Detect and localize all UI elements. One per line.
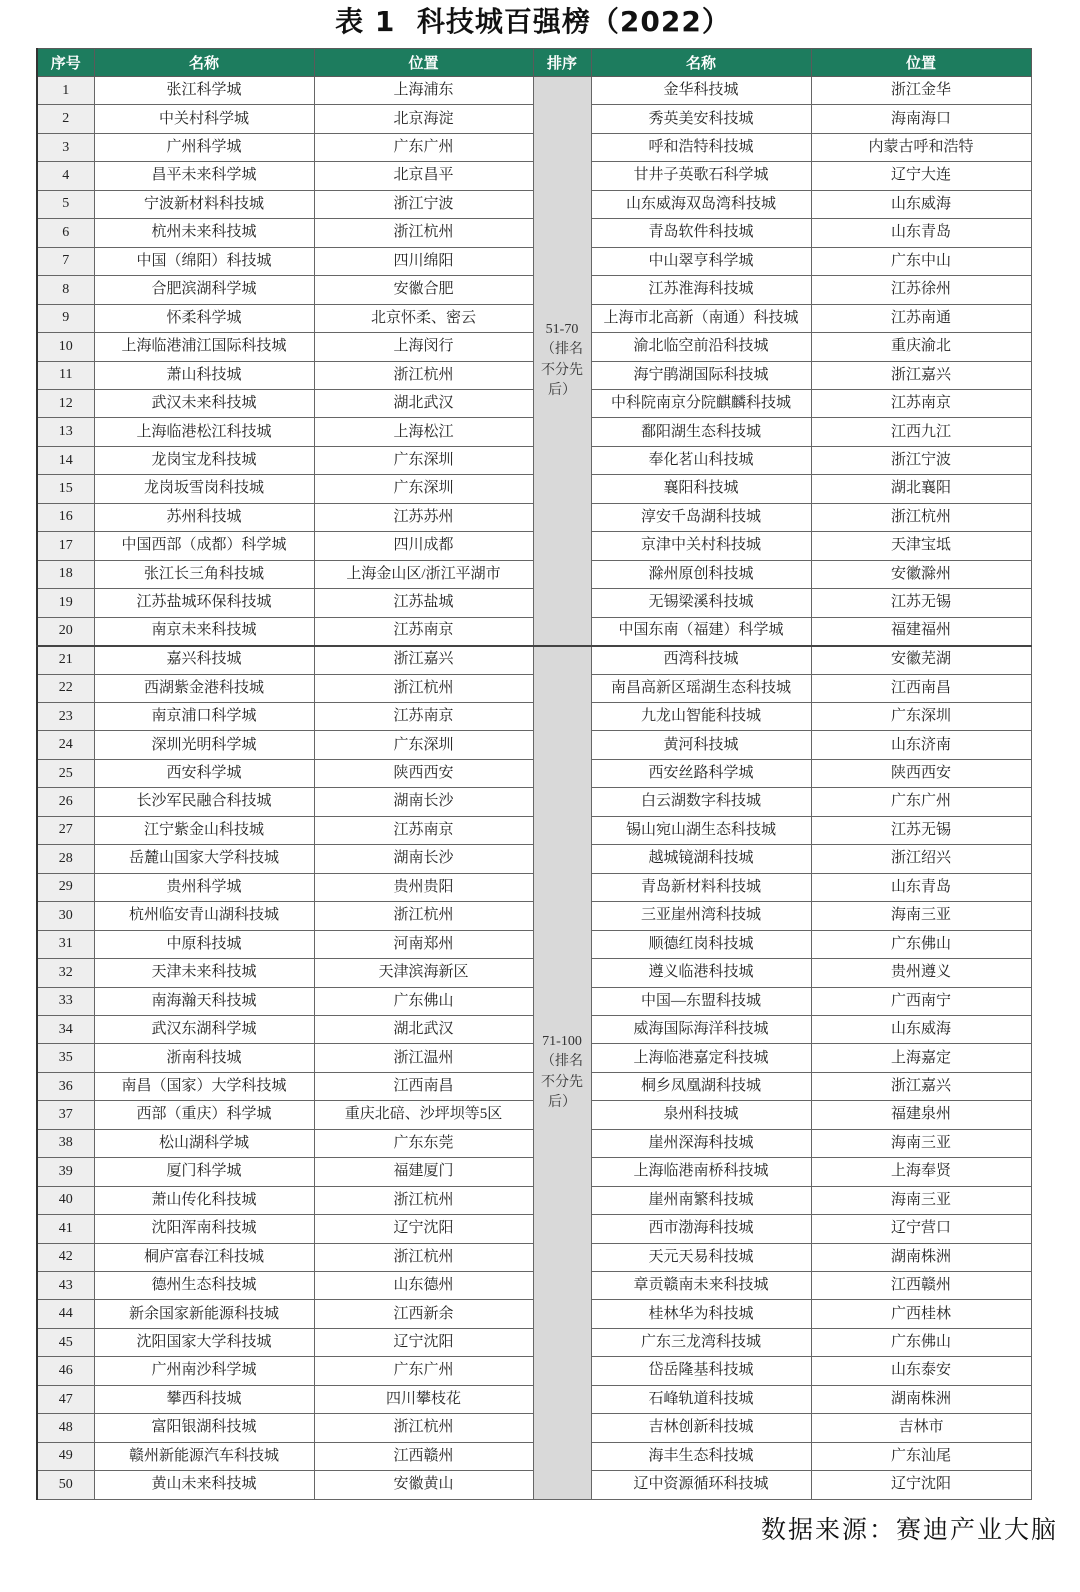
row-number: 24 (37, 731, 94, 759)
row-number: 1 (37, 77, 94, 105)
city-location-right: 贵州遵义 (811, 959, 1031, 987)
row-number: 14 (37, 446, 94, 474)
city-location-right: 浙江嘉兴 (811, 361, 1031, 389)
city-name: 宁波新材料科技城 (94, 190, 314, 218)
city-name-right: 越城镜湖科技城 (591, 845, 811, 873)
city-location-right: 江西赣州 (811, 1272, 1031, 1300)
city-name-right: 鄱阳湖生态科技城 (591, 418, 811, 446)
header-index: 序号 (37, 49, 94, 77)
row-number: 34 (37, 1015, 94, 1043)
city-name-right: 上海临港南桥科技城 (591, 1158, 811, 1186)
city-name: 沈阳国家大学科技城 (94, 1328, 314, 1356)
row-number: 27 (37, 816, 94, 844)
row-number: 31 (37, 930, 94, 958)
city-location-right: 山东威海 (811, 1015, 1031, 1043)
science-city-ranking-table (36, 48, 1032, 1500)
city-name: 广州南沙科学城 (94, 1357, 314, 1385)
row-number: 50 (37, 1471, 94, 1499)
row-number: 37 (37, 1101, 94, 1129)
city-location: 北京怀柔、密云 (314, 304, 533, 332)
city-location-right: 浙江杭州 (811, 503, 1031, 531)
row-number: 10 (37, 333, 94, 361)
city-location: 北京昌平 (314, 162, 533, 190)
city-name: 昌平未来科学城 (94, 162, 314, 190)
city-location: 广东深圳 (314, 446, 533, 474)
city-name-right: 西安丝路科学城 (591, 759, 811, 787)
city-name-right: 广东三龙湾科技城 (591, 1328, 811, 1356)
city-name-right: 中国—东盟科技城 (591, 987, 811, 1015)
city-name: 南昌（国家）大学科技城 (94, 1072, 314, 1100)
city-location: 安徽黄山 (314, 1471, 533, 1499)
city-location-right: 福建福州 (811, 617, 1031, 645)
city-name-right: 桐乡凤凰湖科技城 (591, 1072, 811, 1100)
city-location-right: 天津宝坻 (811, 532, 1031, 560)
city-name: 西部（重庆）科学城 (94, 1101, 314, 1129)
city-location-right: 广东深圳 (811, 702, 1031, 730)
row-number: 8 (37, 276, 94, 304)
city-location-right: 辽宁沈阳 (811, 1471, 1031, 1499)
row-number: 41 (37, 1215, 94, 1243)
city-location-right: 海南三亚 (811, 1186, 1031, 1214)
city-name-right: 白云湖数字科技城 (591, 788, 811, 816)
city-location: 江苏苏州 (314, 503, 533, 531)
city-location: 江苏南京 (314, 816, 533, 844)
city-name: 富阳银湖科技城 (94, 1414, 314, 1442)
city-location: 湖北武汉 (314, 389, 533, 417)
city-name: 武汉未来科技城 (94, 389, 314, 417)
city-location-right: 陕西西安 (811, 759, 1031, 787)
city-name-right: 天元天易科技城 (591, 1243, 811, 1271)
city-location: 江苏盐城 (314, 589, 533, 617)
city-name-right: 南昌高新区瑶湖生态科技城 (591, 674, 811, 702)
city-location: 江西新余 (314, 1300, 533, 1328)
row-number: 43 (37, 1272, 94, 1300)
rank-group (533, 77, 591, 646)
city-name: 赣州新能源汽车科技城 (94, 1442, 314, 1470)
city-location: 江西南昌 (314, 1072, 533, 1100)
header-name: 名称 (94, 49, 314, 77)
city-location: 江西赣州 (314, 1442, 533, 1470)
city-location-right: 广东汕尾 (811, 1442, 1031, 1470)
row-number: 6 (37, 219, 94, 247)
city-name-right: 海丰生态科技城 (591, 1442, 811, 1470)
row-number: 38 (37, 1129, 94, 1157)
city-name: 龙岗宝龙科技城 (94, 446, 314, 474)
city-location: 山东德州 (314, 1272, 533, 1300)
city-name-right: 泉州科技城 (591, 1101, 811, 1129)
city-location: 北京海淀 (314, 105, 533, 133)
city-name-right: 章贡赣南未来科技城 (591, 1272, 811, 1300)
city-location: 湖北武汉 (314, 1015, 533, 1043)
row-number: 32 (37, 959, 94, 987)
city-location: 浙江杭州 (314, 219, 533, 247)
city-location-right: 吉林市 (811, 1414, 1031, 1442)
city-name-right: 西市渤海科技城 (591, 1215, 811, 1243)
city-name-right: 黄河科技城 (591, 731, 811, 759)
city-name: 岳麓山国家大学科技城 (94, 845, 314, 873)
city-name: 萧山科技城 (94, 361, 314, 389)
row-number: 28 (37, 845, 94, 873)
city-location: 浙江宁波 (314, 190, 533, 218)
city-location: 浙江嘉兴 (314, 646, 533, 674)
row-number: 35 (37, 1044, 94, 1072)
city-name: 龙岗坂雪岗科技城 (94, 475, 314, 503)
header-name-right: 名称 (591, 49, 811, 77)
city-name: 张江长三角科技城 (94, 560, 314, 588)
row-number: 29 (37, 873, 94, 901)
city-name: 中国（绵阳）科技城 (94, 247, 314, 275)
city-location: 河南郑州 (314, 930, 533, 958)
city-location-right: 广东广州 (811, 788, 1031, 816)
city-location: 广东东莞 (314, 1129, 533, 1157)
city-location-right: 海南三亚 (811, 902, 1031, 930)
city-name: 张江科学城 (94, 77, 314, 105)
city-name: 武汉东湖科学城 (94, 1015, 314, 1043)
city-location: 浙江杭州 (314, 361, 533, 389)
city-name-right: 中国东南（福建）科学城 (591, 617, 811, 645)
city-name: 上海临港松江科技城 (94, 418, 314, 446)
city-name: 中关村科学城 (94, 105, 314, 133)
row-number: 21 (37, 646, 94, 674)
city-location-right: 内蒙古呼和浩特 (811, 133, 1031, 161)
city-name-right: 中山翠亨科学城 (591, 247, 811, 275)
city-location-right: 山东泰安 (811, 1357, 1031, 1385)
city-location-right: 重庆渝北 (811, 333, 1031, 361)
row-number: 23 (37, 702, 94, 730)
row-number: 26 (37, 788, 94, 816)
city-location: 江苏南京 (314, 617, 533, 645)
city-name: 攀西科技城 (94, 1385, 314, 1413)
city-name-right: 岱岳隆基科技城 (591, 1357, 811, 1385)
city-name-right: 山东威海双岛湾科技城 (591, 190, 811, 218)
city-location: 浙江杭州 (314, 1243, 533, 1271)
city-location-right: 江苏徐州 (811, 276, 1031, 304)
city-name-right: 九龙山智能科技城 (591, 702, 811, 730)
rank-range: 71-100 (542, 1034, 582, 1050)
city-name: 杭州未来科技城 (94, 219, 314, 247)
city-name: 南京浦口科学城 (94, 702, 314, 730)
city-name: 深圳光明科学城 (94, 731, 314, 759)
city-location: 四川成都 (314, 532, 533, 560)
row-number: 7 (37, 247, 94, 275)
row-number: 13 (37, 418, 94, 446)
city-name-right: 桂林华为科技城 (591, 1300, 811, 1328)
city-name-right: 无锡梁溪科技城 (591, 589, 811, 617)
table-body (37, 77, 1031, 1500)
city-location: 上海松江 (314, 418, 533, 446)
city-name: 沈阳浑南科技城 (94, 1215, 314, 1243)
city-name-right: 中科院南京分院麒麟科技城 (591, 389, 811, 417)
city-location: 陕西西安 (314, 759, 533, 787)
city-location-right: 山东威海 (811, 190, 1031, 218)
city-location: 四川绵阳 (314, 247, 533, 275)
city-name: 德州生态科技城 (94, 1272, 314, 1300)
city-name: 中原科技城 (94, 930, 314, 958)
city-name: 贵州科学城 (94, 873, 314, 901)
row-number: 19 (37, 589, 94, 617)
city-location-right: 海南三亚 (811, 1129, 1031, 1157)
city-location-right: 安徽芜湖 (811, 646, 1031, 674)
city-name: 西安科学城 (94, 759, 314, 787)
city-location-right: 浙江宁波 (811, 446, 1031, 474)
city-location: 广东深圳 (314, 475, 533, 503)
city-location-right: 上海奉贤 (811, 1158, 1031, 1186)
table-header (37, 49, 1031, 77)
city-name: 天津未来科技城 (94, 959, 314, 987)
city-name: 苏州科技城 (94, 503, 314, 531)
city-location: 天津滨海新区 (314, 959, 533, 987)
table-row (37, 646, 1031, 674)
city-location: 辽宁沈阳 (314, 1215, 533, 1243)
city-location: 福建厦门 (314, 1158, 533, 1186)
header-location-right: 位置 (811, 49, 1031, 77)
row-number: 11 (37, 361, 94, 389)
city-name-right: 崖州南繁科技城 (591, 1186, 811, 1214)
city-name-right: 顺德红岗科技城 (591, 930, 811, 958)
city-location-right: 上海嘉定 (811, 1044, 1031, 1072)
city-location-right: 湖南株洲 (811, 1243, 1031, 1271)
city-name: 江苏盐城环保科技城 (94, 589, 314, 617)
city-location: 上海闵行 (314, 333, 533, 361)
row-number: 48 (37, 1414, 94, 1442)
city-name-right: 江苏淮海科技城 (591, 276, 811, 304)
city-name: 广州科学城 (94, 133, 314, 161)
table-row (37, 77, 1031, 105)
city-name-right: 辽中资源循环科技城 (591, 1471, 811, 1499)
city-name-right: 秀英美安科技城 (591, 105, 811, 133)
city-name: 萧山传化科技城 (94, 1186, 314, 1214)
city-location-right: 湖北襄阳 (811, 475, 1031, 503)
city-location-right: 广西南宁 (811, 987, 1031, 1015)
rank-note: （排名不分先后） (541, 342, 583, 399)
row-number: 36 (37, 1072, 94, 1100)
city-name: 南京未来科技城 (94, 617, 314, 645)
row-number: 4 (37, 162, 94, 190)
row-number: 2 (37, 105, 94, 133)
city-location: 贵州贵阳 (314, 873, 533, 901)
city-location: 广东广州 (314, 133, 533, 161)
row-number: 12 (37, 389, 94, 417)
row-number: 9 (37, 304, 94, 332)
city-name-right: 渝北临空前沿科技城 (591, 333, 811, 361)
city-name-right: 青岛软件科技城 (591, 219, 811, 247)
city-name-right: 锡山宛山湖生态科技城 (591, 816, 811, 844)
city-name-right: 上海临港嘉定科技城 (591, 1044, 811, 1072)
city-location: 广东佛山 (314, 987, 533, 1015)
city-location-right: 浙江金华 (811, 77, 1031, 105)
city-location-right: 广东中山 (811, 247, 1031, 275)
city-name: 西湖紫金港科技城 (94, 674, 314, 702)
header-rank: 排序 (533, 49, 591, 77)
city-name-right: 甘井子英歌石科学城 (591, 162, 811, 190)
city-location-right: 广东佛山 (811, 1328, 1031, 1356)
city-name-right: 京津中关村科技城 (591, 532, 811, 560)
city-name-right: 青岛新材料科技城 (591, 873, 811, 901)
city-name-right: 滁州原创科技城 (591, 560, 811, 588)
city-name: 松山湖科学城 (94, 1129, 314, 1157)
city-location-right: 山东青岛 (811, 873, 1031, 901)
row-number: 49 (37, 1442, 94, 1470)
row-number: 45 (37, 1328, 94, 1356)
row-number: 5 (37, 190, 94, 218)
city-name: 浙南科技城 (94, 1044, 314, 1072)
city-location-right: 江苏南京 (811, 389, 1031, 417)
city-name: 长沙军民融合科技城 (94, 788, 314, 816)
city-location-right: 江苏无锡 (811, 816, 1031, 844)
city-name: 合肥滨湖科学城 (94, 276, 314, 304)
city-location-right: 福建泉州 (811, 1101, 1031, 1129)
city-location: 浙江杭州 (314, 674, 533, 702)
city-location: 江苏南京 (314, 702, 533, 730)
city-name: 黄山未来科技城 (94, 1471, 314, 1499)
city-name-right: 呼和浩特科技城 (591, 133, 811, 161)
city-name: 江宁紫金山科技城 (94, 816, 314, 844)
city-location-right: 海南海口 (811, 105, 1031, 133)
row-number: 20 (37, 617, 94, 645)
row-number: 40 (37, 1186, 94, 1214)
row-number: 46 (37, 1357, 94, 1385)
city-name: 新余国家新能源科技城 (94, 1300, 314, 1328)
city-location-right: 浙江嘉兴 (811, 1072, 1031, 1100)
city-name: 怀柔科学城 (94, 304, 314, 332)
city-location-right: 广东佛山 (811, 930, 1031, 958)
city-location-right: 辽宁营口 (811, 1215, 1031, 1243)
city-location-right: 山东青岛 (811, 219, 1031, 247)
row-number: 47 (37, 1385, 94, 1413)
table-title: 表 1 科技城百强榜（2022） (335, 5, 731, 38)
header-location: 位置 (314, 49, 533, 77)
city-location: 广东广州 (314, 1357, 533, 1385)
row-number: 15 (37, 475, 94, 503)
row-number: 18 (37, 560, 94, 588)
city-location-right: 辽宁大连 (811, 162, 1031, 190)
city-location: 四川攀枝花 (314, 1385, 533, 1413)
city-name: 南海瀚天科技城 (94, 987, 314, 1015)
row-number: 3 (37, 133, 94, 161)
city-name: 嘉兴科技城 (94, 646, 314, 674)
city-name: 杭州临安青山湖科技城 (94, 902, 314, 930)
city-location-right: 江西九江 (811, 418, 1031, 446)
city-location-right: 广西桂林 (811, 1300, 1031, 1328)
city-location: 浙江杭州 (314, 902, 533, 930)
city-name-right: 西湾科技城 (591, 646, 811, 674)
city-location: 浙江杭州 (314, 1186, 533, 1214)
city-location: 浙江温州 (314, 1044, 533, 1072)
row-number: 16 (37, 503, 94, 531)
city-name-right: 石峰轨道科技城 (591, 1385, 811, 1413)
city-name-right: 三亚崖州湾科技城 (591, 902, 811, 930)
rank-range: 51-70 (545, 322, 579, 338)
row-number: 30 (37, 902, 94, 930)
city-location-right: 安徽滁州 (811, 560, 1031, 588)
city-location: 重庆北碚、沙坪坝等5区 (314, 1101, 533, 1129)
header-row (37, 49, 1031, 77)
city-name-right: 金华科技城 (591, 77, 811, 105)
city-name: 厦门科学城 (94, 1158, 314, 1186)
city-location-right: 江苏无锡 (811, 589, 1031, 617)
city-name: 桐庐富春江科技城 (94, 1243, 314, 1271)
row-number: 39 (37, 1158, 94, 1186)
row-number: 17 (37, 532, 94, 560)
city-name: 中国西部（成都）科学城 (94, 532, 314, 560)
rank-note: （排名不分先后） (541, 1054, 583, 1110)
city-name-right: 上海市北高新（南通）科技城 (591, 304, 811, 332)
city-location: 湖南长沙 (314, 788, 533, 816)
city-name-right: 吉林创新科技城 (591, 1414, 811, 1442)
city-name: 上海临港浦江国际科技城 (94, 333, 314, 361)
city-name-right: 崖州深海科技城 (591, 1129, 811, 1157)
city-location: 浙江杭州 (314, 1414, 533, 1442)
city-name-right: 淳安千岛湖科技城 (591, 503, 811, 531)
city-name-right: 遵义临港科技城 (591, 959, 811, 987)
city-name-right: 威海国际海洋科技城 (591, 1015, 811, 1043)
city-location: 湖南长沙 (314, 845, 533, 873)
city-location-right: 湖南株洲 (811, 1385, 1031, 1413)
row-number: 25 (37, 759, 94, 787)
city-location: 上海浦东 (314, 77, 533, 105)
city-location: 辽宁沈阳 (314, 1328, 533, 1356)
data-source-note: 数据来源：赛迪产业大脑 (760, 1517, 1058, 1544)
rank-group (533, 646, 591, 1500)
city-name-right: 奉化茗山科技城 (591, 446, 811, 474)
city-name-right: 襄阳科技城 (591, 475, 811, 503)
row-number: 33 (37, 987, 94, 1015)
row-number: 42 (37, 1243, 94, 1271)
city-location-right: 江西南昌 (811, 674, 1031, 702)
city-location: 广东深圳 (314, 731, 533, 759)
row-number: 44 (37, 1300, 94, 1328)
city-name-right: 海宁鹃湖国际科技城 (591, 361, 811, 389)
city-location-right: 江苏南通 (811, 304, 1031, 332)
city-location-right: 山东济南 (811, 731, 1031, 759)
city-location: 上海金山区/浙江平湖市 (314, 560, 533, 588)
row-number: 22 (37, 674, 94, 702)
city-location-right: 浙江绍兴 (811, 845, 1031, 873)
city-location: 安徽合肥 (314, 276, 533, 304)
